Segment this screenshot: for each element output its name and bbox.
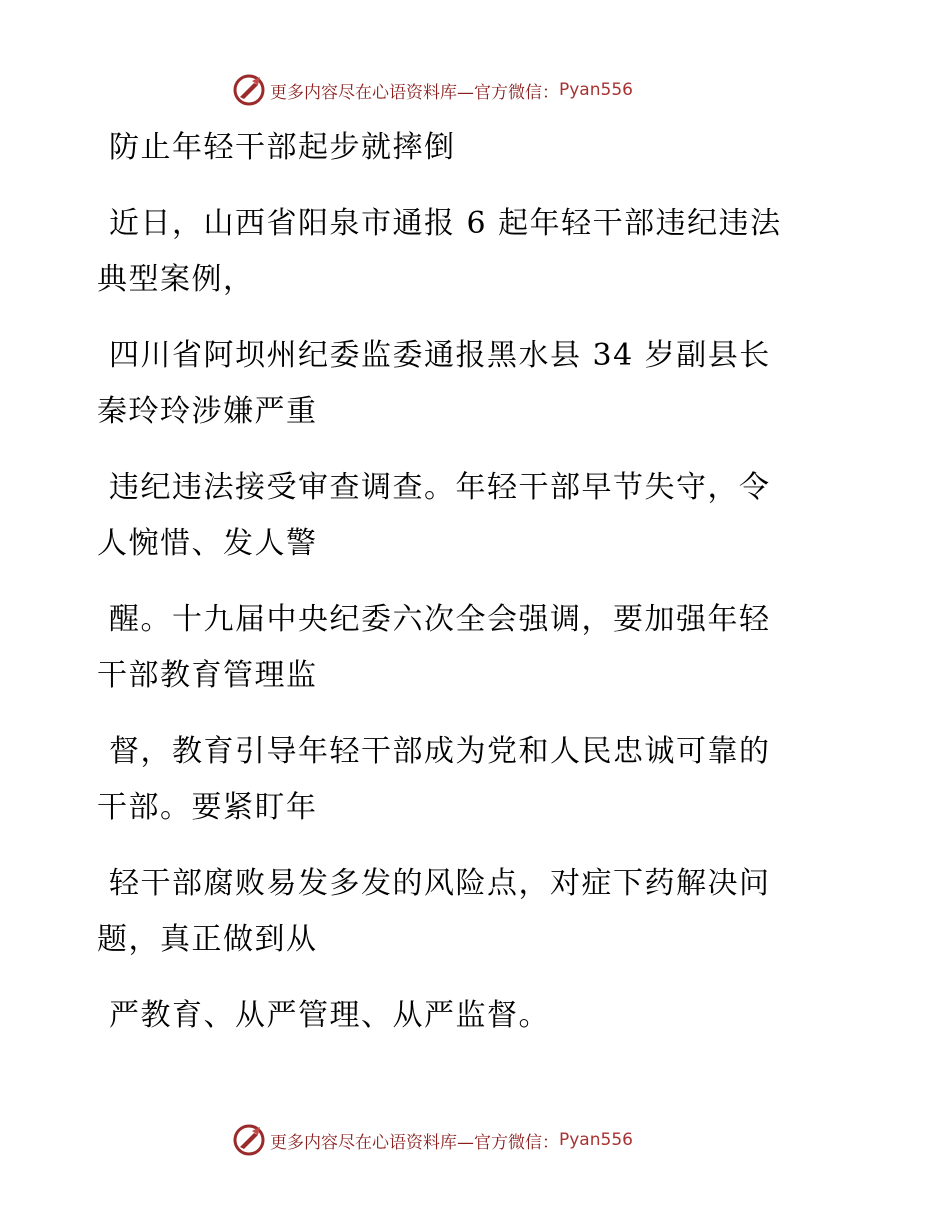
header-watermark <box>232 72 633 108</box>
text-line: 醒。十九届中央纪委六次全会强调，要加强年轻 <box>109 602 771 637</box>
text-line: 严教育、从严管理、从严监督。 <box>109 998 550 1033</box>
paragraph-7 <box>97 988 857 1044</box>
text-line: 近日，山西省阳泉市通报 6 起年轻干部违纪违法 <box>109 206 782 241</box>
paragraph-4 <box>97 592 857 704</box>
paragraph-1 <box>97 196 857 308</box>
watermark-wechat-id: Pyan556 <box>559 80 633 100</box>
document-body <box>97 120 857 1064</box>
brand-logo-icon <box>232 1123 266 1157</box>
text-line: 轻干部腐败易发多发的风险点，对症下药解决问 <box>109 866 771 901</box>
text-line: 题，真正做到从 <box>97 922 318 957</box>
watermark-wechat-id: Pyan556 <box>559 1130 633 1150</box>
text-line: 督，教育引导年轻干部成为党和人民忠诚可靠的 <box>109 734 771 769</box>
text-line: 干部教育管理监 <box>97 658 318 693</box>
text-line: 四川省阿坝州纪委监委通报黑水县 34 岁副县长 <box>109 338 771 373</box>
text-line: 干部。要紧盯年 <box>97 790 318 825</box>
brand-logo-icon <box>232 73 266 107</box>
paragraph-5 <box>97 724 857 836</box>
document-title: 防止年轻干部起步就摔倒 <box>109 130 456 165</box>
text-line: 秦玲玲涉嫌严重 <box>97 394 318 429</box>
text-line: 典型案例， <box>97 262 255 297</box>
watermark-text: 更多内容尽在心语资料库—官方微信： <box>270 1132 559 1153</box>
text-line: 人惋惜、发人警 <box>97 526 318 561</box>
text-line: 违纪违法接受审查调查。年轻干部早节失守，令 <box>109 470 771 505</box>
paragraph-2 <box>97 328 857 440</box>
watermark-text: 更多内容尽在心语资料库—官方微信： <box>270 82 559 103</box>
paragraph-6 <box>97 856 857 968</box>
footer-watermark <box>232 1122 633 1158</box>
paragraph-3 <box>97 460 857 572</box>
